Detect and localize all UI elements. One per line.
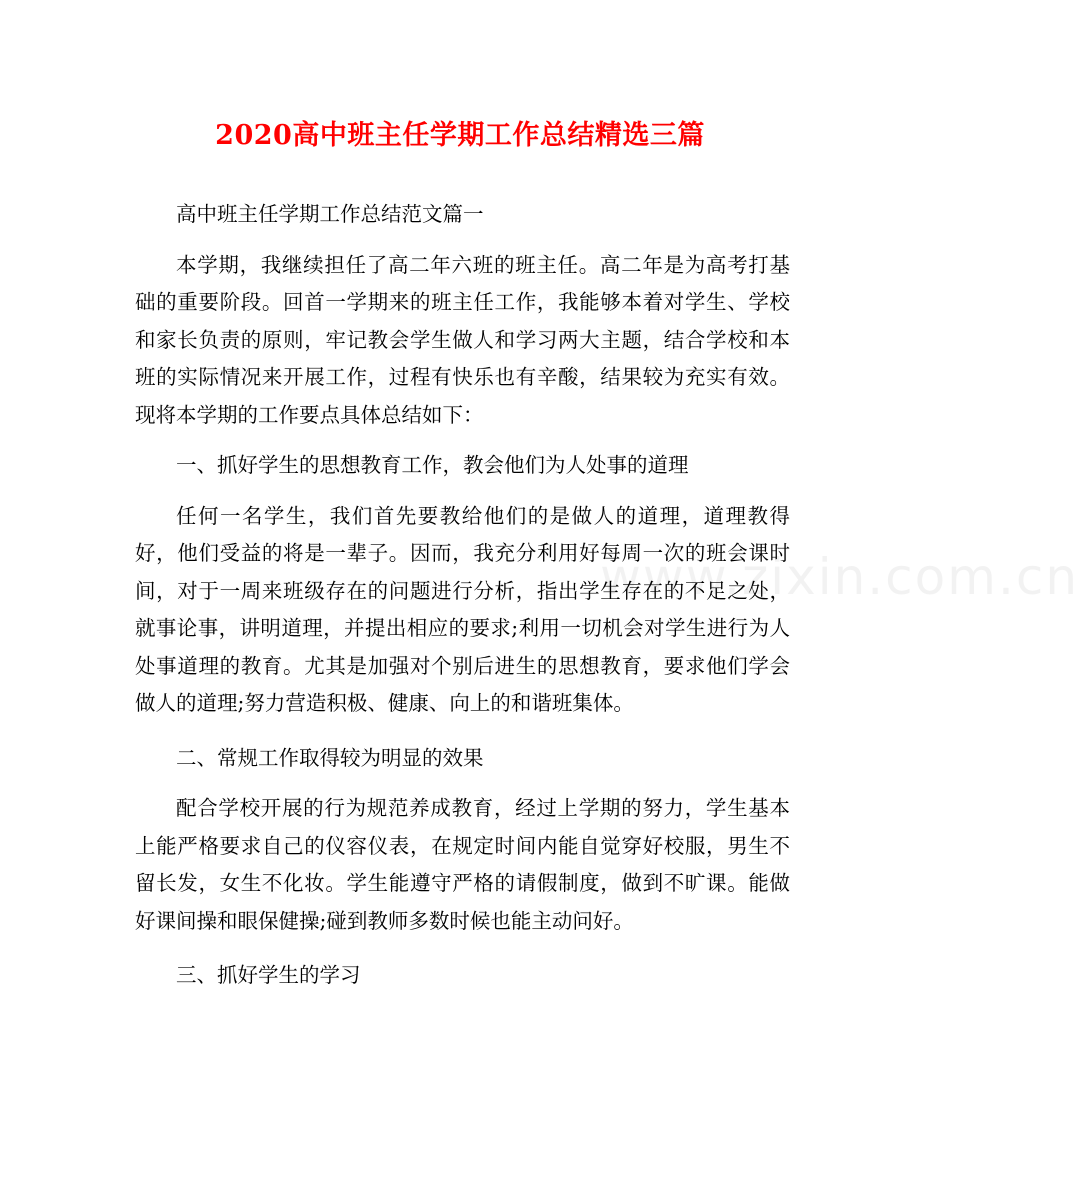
heading-three: 三、抓好学生的学习 bbox=[176, 963, 361, 987]
paragraph-intro: 本学期，我继续担任了高二年六班的班主任。高二年是为高考打基础的重要阶段。回首一学期来的班主任工作，我能够本着对学生、学校和家长负责的原则，牢记教会学生做人和学习两大主题，结合学校和本班的实际情况来开展工作，过程有快乐也有辛酸，结果较为充实有效。现将本学期的工作要点具体总结如下： bbox=[135, 252, 790, 427]
heading-two: 二、常规工作取得较为明显的效果 bbox=[176, 745, 484, 770]
heading-one: 一、抓好学生的思想教育工作，教会他们为人处事的道理 bbox=[176, 453, 689, 477]
paragraph-routine-work: 配合学校开展的行为规范养成教育，经过上学期的努力，学生基本上能严格要求自己的仪容仪表，在规定时间内能自觉穿好校服，男生不留长发，女生不化妆。学生能遵守严格的请假制度，做到不旷课。能做好课间操和眼保健操;碰到教师多数时候也能主动问好。 bbox=[135, 796, 790, 933]
section-subtitle: 高中班主任学期工作总结范文篇一 bbox=[176, 202, 484, 226]
watermark-text: www.zixin.com.cn bbox=[600, 548, 1079, 606]
paragraph-moral-education: 任何一名学生，我们首先要教给他们的是做人的道理，道理教得好，他们受益的将是一辈子。因而，我充分利用好每周一次的班会课时间，对于一周来班级存在的问题进行分析，指出学生存在的不足之处，就事论事，讲明道理，并提出相应的要求;利用一切机会对学生进行为人处事道理的教育。尤其是加强对个别后进生的思想教育，要求他们学会做人的道理;努力营造积极、健康、向上的和谐班集体。 bbox=[135, 503, 790, 715]
document-body bbox=[135, 196, 790, 995]
document-title: 2020高中班主任学期工作总结精选三篇 bbox=[215, 120, 705, 151]
